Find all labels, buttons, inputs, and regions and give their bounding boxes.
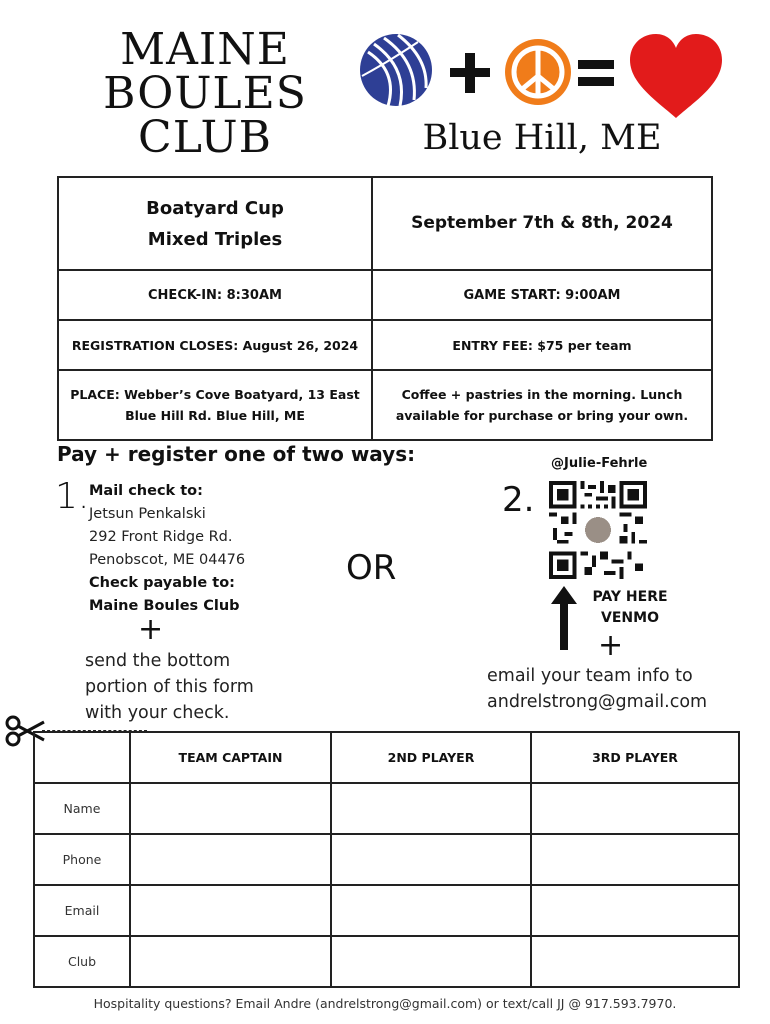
club-title (80, 24, 330, 163)
pay-here-venmo (590, 587, 670, 629)
email-instructions (487, 663, 707, 715)
event-info-table (57, 176, 713, 441)
row-label-name: Name (34, 783, 130, 834)
food-info-line2: available for purchase or bring your own. (395, 408, 689, 423)
option2-number: 2. (502, 480, 535, 520)
mail-city: Penobscot, ME 04476 (89, 552, 246, 568)
registration-table (33, 731, 740, 988)
venmo-handle: @Julie-Fehrle (551, 456, 648, 471)
check-in-time: CHECK-IN: 8:30AM (58, 270, 372, 320)
food-info-line1: Coffee + pastries in the morning. Lunch (401, 387, 683, 402)
header-3rd-player: 3RD PLAYER (531, 732, 739, 783)
header-2nd-player: 2ND PLAYER (331, 732, 531, 783)
row-label-club: Club (34, 936, 130, 987)
payable-label: Check payable to: (89, 575, 235, 591)
captain-phone-field[interactable] (130, 834, 331, 885)
table-row (34, 834, 739, 885)
header-team-captain: TEAM CAPTAIN (130, 732, 331, 783)
logo-equation (358, 32, 728, 122)
pay-here-label: PAY HERE (592, 589, 668, 605)
player3-phone-field[interactable] (531, 834, 739, 885)
player2-phone-field[interactable] (331, 834, 531, 885)
row-label-email: Email (34, 885, 130, 936)
payable-to: Maine Boules Club (89, 598, 240, 614)
option1-number: 1. (55, 476, 90, 517)
table-row (34, 783, 739, 834)
registration-header-row (34, 732, 739, 783)
equals-icon (578, 60, 614, 86)
arrow-up-icon (551, 586, 577, 650)
captain-email-field[interactable] (130, 885, 331, 936)
send-instructions (85, 648, 254, 726)
table-row (34, 885, 739, 936)
game-start-time: GAME START: 9:00AM (372, 270, 712, 320)
club-title-line3: CLUB (138, 112, 272, 163)
event-dates: September 7th & 8th, 2024 (372, 177, 712, 270)
event-place (58, 370, 372, 440)
location: Blue Hill, ME (422, 118, 662, 158)
player2-club-field[interactable] (331, 936, 531, 987)
event-name-line2: Mixed Triples (147, 228, 283, 250)
club-title-line1: MAINE (120, 24, 290, 75)
send-line1: send the bottom (85, 651, 231, 671)
event-name (58, 177, 372, 270)
mail-street: 292 Front Ridge Rd. (89, 529, 233, 545)
option2-plus: + (598, 628, 624, 663)
food-info (372, 370, 712, 440)
registration-deadline: REGISTRATION CLOSES: August 26, 2024 (58, 320, 372, 370)
event-name-line1: Boatyard Cup (146, 197, 284, 219)
player2-email-field[interactable] (331, 885, 531, 936)
peace-sign-icon (505, 39, 571, 105)
player2-name-field[interactable] (331, 783, 531, 834)
footer-contact: Hospitality questions? Email Andre (andrelstrong@gmail.com) or text/call JJ @ 917.593.7970. (93, 996, 677, 1011)
mail-label: Mail check to: (89, 483, 203, 499)
player3-name-field[interactable] (531, 783, 739, 834)
entry-fee: ENTRY FEE: $75 per team (372, 320, 712, 370)
club-title-line2: BOULES (103, 68, 307, 119)
player3-club-field[interactable] (531, 936, 739, 987)
player3-email-field[interactable] (531, 885, 739, 936)
option1-plus: + (138, 612, 164, 647)
header-empty (34, 732, 130, 783)
send-line2: portion of this form (85, 677, 254, 697)
plus-icon (450, 53, 490, 93)
table-row (34, 936, 739, 987)
email-line1: email your team info to (487, 666, 693, 686)
captain-club-field[interactable] (130, 936, 331, 987)
venmo-qr-code-icon[interactable] (549, 481, 647, 579)
mail-name: Jetsun Penkalski (89, 506, 206, 522)
event-place-line1: PLACE: Webber’s Cove Boatyard, 13 East (70, 387, 360, 402)
or-divider: OR (346, 548, 397, 588)
heart-icon (630, 34, 722, 118)
venmo-label: VENMO (601, 610, 659, 626)
captain-name-field[interactable] (130, 783, 331, 834)
send-line3: with your check. (85, 703, 230, 723)
boule-ball-icon (360, 34, 432, 106)
event-place-line2: Blue Hill Rd. Blue Hill, ME (125, 408, 305, 423)
mail-check-block (89, 480, 245, 618)
email-address[interactable]: andrelstrong@gmail.com (487, 692, 708, 712)
row-label-phone: Phone (34, 834, 130, 885)
payment-heading: Pay + register one of two ways: (57, 442, 416, 466)
